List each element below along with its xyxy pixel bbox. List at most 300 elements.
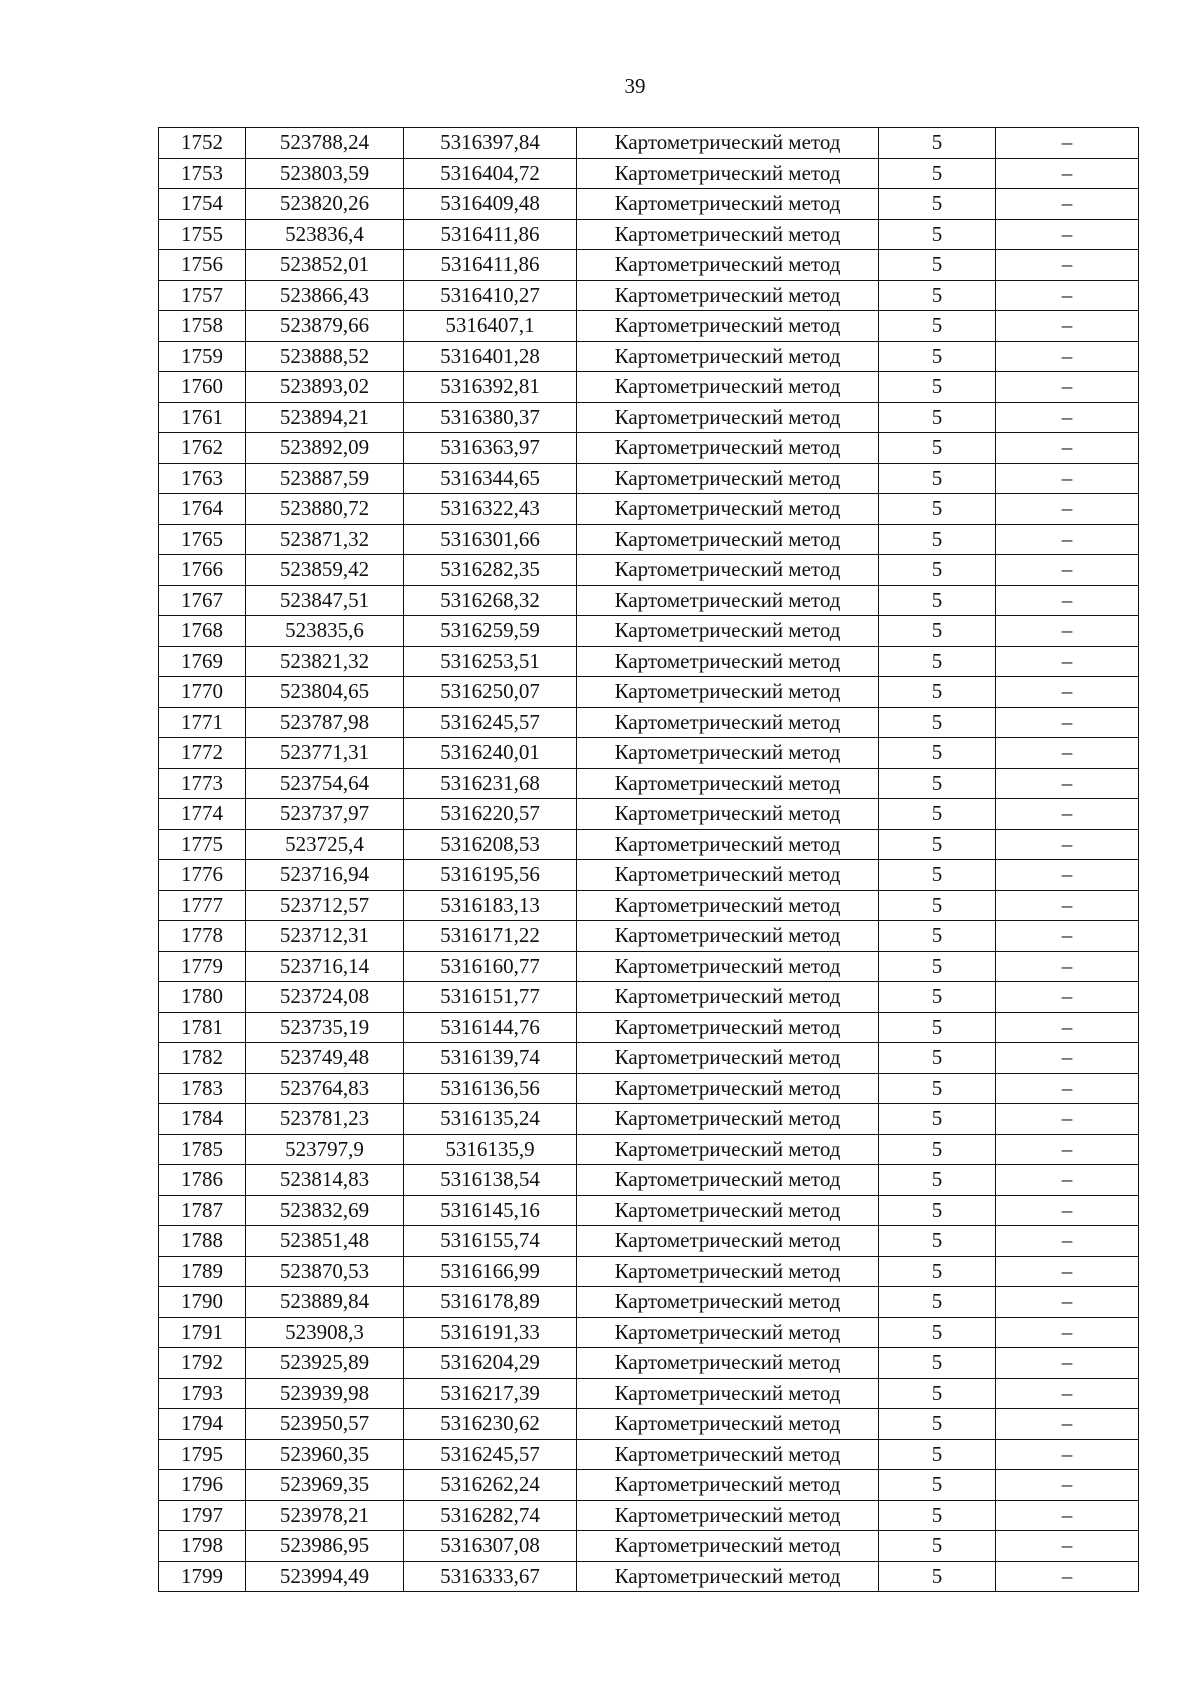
- x-coordinate-cell: 523986,95: [246, 1531, 404, 1562]
- note-cell: –: [996, 219, 1139, 250]
- point-number-cell: 1782: [159, 1043, 246, 1074]
- coordinates-table-body: [159, 128, 1139, 1592]
- x-coordinate-cell: 523712,57: [246, 890, 404, 921]
- y-coordinate-cell: 5316136,56: [404, 1073, 577, 1104]
- accuracy-cell: 5: [879, 1500, 996, 1531]
- method-cell: Картометрический метод: [577, 1104, 879, 1135]
- note-cell: –: [996, 1531, 1139, 1562]
- point-number-cell: 1799: [159, 1561, 246, 1592]
- table-row: [159, 1226, 1139, 1257]
- method-cell: Картометрический метод: [577, 1012, 879, 1043]
- note-cell: –: [996, 463, 1139, 494]
- x-coordinate-cell: 523832,69: [246, 1195, 404, 1226]
- point-number-cell: 1759: [159, 341, 246, 372]
- method-cell: Картометрический метод: [577, 982, 879, 1013]
- note-cell: –: [996, 1165, 1139, 1196]
- table-row: [159, 341, 1139, 372]
- point-number-cell: 1785: [159, 1134, 246, 1165]
- x-coordinate-cell: 523737,97: [246, 799, 404, 830]
- y-coordinate-cell: 5316409,48: [404, 189, 577, 220]
- accuracy-cell: 5: [879, 402, 996, 433]
- x-coordinate-cell: 523859,42: [246, 555, 404, 586]
- y-coordinate-cell: 5316220,57: [404, 799, 577, 830]
- y-coordinate-cell: 5316138,54: [404, 1165, 577, 1196]
- table-row: [159, 555, 1139, 586]
- method-cell: Картометрический метод: [577, 189, 879, 220]
- accuracy-cell: 5: [879, 1104, 996, 1135]
- x-coordinate-cell: 523814,83: [246, 1165, 404, 1196]
- method-cell: Картометрический метод: [577, 1348, 879, 1379]
- table-row: [159, 1195, 1139, 1226]
- accuracy-cell: 5: [879, 280, 996, 311]
- x-coordinate-cell: 523804,65: [246, 677, 404, 708]
- method-cell: Картометрический метод: [577, 463, 879, 494]
- note-cell: –: [996, 890, 1139, 921]
- note-cell: –: [996, 646, 1139, 677]
- table-row: [159, 372, 1139, 403]
- point-number-cell: 1760: [159, 372, 246, 403]
- point-number-cell: 1766: [159, 555, 246, 586]
- point-number-cell: 1761: [159, 402, 246, 433]
- accuracy-cell: 5: [879, 250, 996, 281]
- table-row: [159, 585, 1139, 616]
- y-coordinate-cell: 5316253,51: [404, 646, 577, 677]
- x-coordinate-cell: 523866,43: [246, 280, 404, 311]
- x-coordinate-cell: 523892,09: [246, 433, 404, 464]
- method-cell: Картометрический метод: [577, 1470, 879, 1501]
- table-row: [159, 311, 1139, 342]
- method-cell: Картометрический метод: [577, 1439, 879, 1470]
- accuracy-cell: 5: [879, 951, 996, 982]
- y-coordinate-cell: 5316151,77: [404, 982, 577, 1013]
- y-coordinate-cell: 5316404,72: [404, 158, 577, 189]
- y-coordinate-cell: 5316171,22: [404, 921, 577, 952]
- method-cell: Картометрический метод: [577, 585, 879, 616]
- note-cell: –: [996, 402, 1139, 433]
- table-row: [159, 128, 1139, 159]
- point-number-cell: 1756: [159, 250, 246, 281]
- note-cell: –: [996, 585, 1139, 616]
- x-coordinate-cell: 523724,08: [246, 982, 404, 1013]
- note-cell: –: [996, 280, 1139, 311]
- accuracy-cell: 5: [879, 1134, 996, 1165]
- x-coordinate-cell: 523894,21: [246, 402, 404, 433]
- y-coordinate-cell: 5316217,39: [404, 1378, 577, 1409]
- y-coordinate-cell: 5316139,74: [404, 1043, 577, 1074]
- table-row: [159, 1561, 1139, 1592]
- table-row: [159, 1165, 1139, 1196]
- point-number-cell: 1796: [159, 1470, 246, 1501]
- table-row: [159, 707, 1139, 738]
- point-number-cell: 1798: [159, 1531, 246, 1562]
- note-cell: –: [996, 677, 1139, 708]
- y-coordinate-cell: 5316407,1: [404, 311, 577, 342]
- method-cell: Картометрический метод: [577, 341, 879, 372]
- accuracy-cell: 5: [879, 219, 996, 250]
- note-cell: –: [996, 433, 1139, 464]
- y-coordinate-cell: 5316301,66: [404, 524, 577, 555]
- point-number-cell: 1776: [159, 860, 246, 891]
- accuracy-cell: 5: [879, 1409, 996, 1440]
- note-cell: –: [996, 158, 1139, 189]
- point-number-cell: 1794: [159, 1409, 246, 1440]
- note-cell: –: [996, 616, 1139, 647]
- coordinates-table: [158, 127, 1139, 1592]
- point-number-cell: 1753: [159, 158, 246, 189]
- table-row: [159, 1104, 1139, 1135]
- x-coordinate-cell: 523908,3: [246, 1317, 404, 1348]
- table-row: [159, 1439, 1139, 1470]
- x-coordinate-cell: 523889,84: [246, 1287, 404, 1318]
- point-number-cell: 1772: [159, 738, 246, 769]
- method-cell: Картометрический метод: [577, 1134, 879, 1165]
- note-cell: –: [996, 1104, 1139, 1135]
- y-coordinate-cell: 5316262,24: [404, 1470, 577, 1501]
- note-cell: –: [996, 982, 1139, 1013]
- method-cell: Картометрический метод: [577, 921, 879, 952]
- note-cell: –: [996, 1500, 1139, 1531]
- accuracy-cell: 5: [879, 372, 996, 403]
- point-number-cell: 1774: [159, 799, 246, 830]
- accuracy-cell: 5: [879, 341, 996, 372]
- x-coordinate-cell: 523712,31: [246, 921, 404, 952]
- y-coordinate-cell: 5316245,57: [404, 1439, 577, 1470]
- point-number-cell: 1791: [159, 1317, 246, 1348]
- x-coordinate-cell: 523871,32: [246, 524, 404, 555]
- point-number-cell: 1757: [159, 280, 246, 311]
- table-row: [159, 1043, 1139, 1074]
- y-coordinate-cell: 5316411,86: [404, 219, 577, 250]
- accuracy-cell: 5: [879, 1470, 996, 1501]
- method-cell: Картометрический метод: [577, 402, 879, 433]
- point-number-cell: 1763: [159, 463, 246, 494]
- note-cell: –: [996, 1256, 1139, 1287]
- x-coordinate-cell: 523969,35: [246, 1470, 404, 1501]
- method-cell: Картометрический метод: [577, 372, 879, 403]
- note-cell: –: [996, 250, 1139, 281]
- point-number-cell: 1780: [159, 982, 246, 1013]
- note-cell: –: [996, 829, 1139, 860]
- x-coordinate-cell: 523879,66: [246, 311, 404, 342]
- point-number-cell: 1779: [159, 951, 246, 982]
- y-coordinate-cell: 5316250,07: [404, 677, 577, 708]
- table-row: [159, 1470, 1139, 1501]
- note-cell: –: [996, 128, 1139, 159]
- y-coordinate-cell: 5316401,28: [404, 341, 577, 372]
- accuracy-cell: 5: [879, 1012, 996, 1043]
- y-coordinate-cell: 5316363,97: [404, 433, 577, 464]
- table-row: [159, 280, 1139, 311]
- point-number-cell: 1764: [159, 494, 246, 525]
- accuracy-cell: 5: [879, 1531, 996, 1562]
- y-coordinate-cell: 5316195,56: [404, 860, 577, 891]
- accuracy-cell: 5: [879, 982, 996, 1013]
- note-cell: –: [996, 1409, 1139, 1440]
- x-coordinate-cell: 523887,59: [246, 463, 404, 494]
- note-cell: –: [996, 524, 1139, 555]
- y-coordinate-cell: 5316240,01: [404, 738, 577, 769]
- y-coordinate-cell: 5316380,37: [404, 402, 577, 433]
- method-cell: Картометрический метод: [577, 1317, 879, 1348]
- accuracy-cell: 5: [879, 1439, 996, 1470]
- y-coordinate-cell: 5316183,13: [404, 890, 577, 921]
- note-cell: –: [996, 921, 1139, 952]
- x-coordinate-cell: 523735,19: [246, 1012, 404, 1043]
- table-row: [159, 1500, 1139, 1531]
- point-number-cell: 1795: [159, 1439, 246, 1470]
- point-number-cell: 1758: [159, 311, 246, 342]
- accuracy-cell: 5: [879, 158, 996, 189]
- accuracy-cell: 5: [879, 707, 996, 738]
- accuracy-cell: 5: [879, 1165, 996, 1196]
- table-row: [159, 158, 1139, 189]
- note-cell: –: [996, 1378, 1139, 1409]
- y-coordinate-cell: 5316231,68: [404, 768, 577, 799]
- note-cell: –: [996, 311, 1139, 342]
- method-cell: Картометрический метод: [577, 1287, 879, 1318]
- x-coordinate-cell: 523893,02: [246, 372, 404, 403]
- note-cell: –: [996, 951, 1139, 982]
- table-row: [159, 219, 1139, 250]
- point-number-cell: 1778: [159, 921, 246, 952]
- point-number-cell: 1755: [159, 219, 246, 250]
- method-cell: Картометрический метод: [577, 677, 879, 708]
- table-row: [159, 982, 1139, 1013]
- method-cell: Картометрический метод: [577, 799, 879, 830]
- note-cell: –: [996, 555, 1139, 586]
- accuracy-cell: 5: [879, 738, 996, 769]
- table-row: [159, 1073, 1139, 1104]
- note-cell: –: [996, 1561, 1139, 1592]
- y-coordinate-cell: 5316230,62: [404, 1409, 577, 1440]
- table-row: [159, 402, 1139, 433]
- x-coordinate-cell: 523880,72: [246, 494, 404, 525]
- x-coordinate-cell: 523978,21: [246, 1500, 404, 1531]
- method-cell: Картометрический метод: [577, 1195, 879, 1226]
- method-cell: Картометрический метод: [577, 1256, 879, 1287]
- point-number-cell: 1797: [159, 1500, 246, 1531]
- accuracy-cell: 5: [879, 1287, 996, 1318]
- accuracy-cell: 5: [879, 1348, 996, 1379]
- x-coordinate-cell: 523771,31: [246, 738, 404, 769]
- note-cell: –: [996, 1348, 1139, 1379]
- page-number: 39: [624, 74, 646, 98]
- method-cell: Картометрический метод: [577, 280, 879, 311]
- y-coordinate-cell: 5316268,32: [404, 585, 577, 616]
- point-number-cell: 1783: [159, 1073, 246, 1104]
- point-number-cell: 1767: [159, 585, 246, 616]
- x-coordinate-cell: 523787,98: [246, 707, 404, 738]
- x-coordinate-cell: 523820,26: [246, 189, 404, 220]
- point-number-cell: 1777: [159, 890, 246, 921]
- method-cell: Картометрический метод: [577, 311, 879, 342]
- note-cell: –: [996, 1012, 1139, 1043]
- y-coordinate-cell: 5316282,35: [404, 555, 577, 586]
- y-coordinate-cell: 5316259,59: [404, 616, 577, 647]
- accuracy-cell: 5: [879, 860, 996, 891]
- x-coordinate-cell: 523847,51: [246, 585, 404, 616]
- y-coordinate-cell: 5316344,65: [404, 463, 577, 494]
- point-number-cell: 1752: [159, 128, 246, 159]
- point-number-cell: 1786: [159, 1165, 246, 1196]
- accuracy-cell: 5: [879, 677, 996, 708]
- method-cell: Картометрический метод: [577, 829, 879, 860]
- table-row: [159, 463, 1139, 494]
- y-coordinate-cell: 5316145,16: [404, 1195, 577, 1226]
- accuracy-cell: 5: [879, 890, 996, 921]
- table-row: [159, 1317, 1139, 1348]
- method-cell: Картометрический метод: [577, 1409, 879, 1440]
- point-number-cell: 1754: [159, 189, 246, 220]
- accuracy-cell: 5: [879, 494, 996, 525]
- x-coordinate-cell: 523851,48: [246, 1226, 404, 1257]
- table-row: [159, 250, 1139, 281]
- method-cell: Картометрический метод: [577, 860, 879, 891]
- accuracy-cell: 5: [879, 829, 996, 860]
- accuracy-cell: 5: [879, 585, 996, 616]
- accuracy-cell: 5: [879, 189, 996, 220]
- y-coordinate-cell: 5316204,29: [404, 1348, 577, 1379]
- point-number-cell: 1789: [159, 1256, 246, 1287]
- x-coordinate-cell: 523716,94: [246, 860, 404, 891]
- accuracy-cell: 5: [879, 311, 996, 342]
- x-coordinate-cell: 523994,49: [246, 1561, 404, 1592]
- accuracy-cell: 5: [879, 646, 996, 677]
- point-number-cell: 1762: [159, 433, 246, 464]
- table-row: [159, 1012, 1139, 1043]
- table-row: [159, 738, 1139, 769]
- method-cell: Картометрический метод: [577, 738, 879, 769]
- point-number-cell: 1765: [159, 524, 246, 555]
- table-row: [159, 646, 1139, 677]
- point-number-cell: 1769: [159, 646, 246, 677]
- accuracy-cell: 5: [879, 1561, 996, 1592]
- table-row: [159, 890, 1139, 921]
- y-coordinate-cell: 5316397,84: [404, 128, 577, 159]
- accuracy-cell: 5: [879, 1256, 996, 1287]
- y-coordinate-cell: 5316155,74: [404, 1226, 577, 1257]
- y-coordinate-cell: 5316160,77: [404, 951, 577, 982]
- note-cell: –: [996, 189, 1139, 220]
- accuracy-cell: 5: [879, 128, 996, 159]
- table-row: [159, 768, 1139, 799]
- accuracy-cell: 5: [879, 463, 996, 494]
- point-number-cell: 1773: [159, 768, 246, 799]
- point-number-cell: 1793: [159, 1378, 246, 1409]
- note-cell: –: [996, 1470, 1139, 1501]
- method-cell: Картометрический метод: [577, 768, 879, 799]
- method-cell: Картометрический метод: [577, 1561, 879, 1592]
- method-cell: Картометрический метод: [577, 555, 879, 586]
- method-cell: Картометрический метод: [577, 128, 879, 159]
- x-coordinate-cell: 523950,57: [246, 1409, 404, 1440]
- y-coordinate-cell: 5316178,89: [404, 1287, 577, 1318]
- table-row: [159, 433, 1139, 464]
- table-row: [159, 1348, 1139, 1379]
- note-cell: –: [996, 1439, 1139, 1470]
- x-coordinate-cell: 523960,35: [246, 1439, 404, 1470]
- point-number-cell: 1792: [159, 1348, 246, 1379]
- y-coordinate-cell: 5316166,99: [404, 1256, 577, 1287]
- x-coordinate-cell: 523749,48: [246, 1043, 404, 1074]
- y-coordinate-cell: 5316245,57: [404, 707, 577, 738]
- table-row: [159, 860, 1139, 891]
- note-cell: –: [996, 1226, 1139, 1257]
- table-row: [159, 1287, 1139, 1318]
- x-coordinate-cell: 523754,64: [246, 768, 404, 799]
- table-row: [159, 494, 1139, 525]
- x-coordinate-cell: 523797,9: [246, 1134, 404, 1165]
- y-coordinate-cell: 5316191,33: [404, 1317, 577, 1348]
- accuracy-cell: 5: [879, 433, 996, 464]
- y-coordinate-cell: 5316322,43: [404, 494, 577, 525]
- x-coordinate-cell: 523781,23: [246, 1104, 404, 1135]
- accuracy-cell: 5: [879, 524, 996, 555]
- table-row: [159, 1409, 1139, 1440]
- x-coordinate-cell: 523725,4: [246, 829, 404, 860]
- method-cell: Картометрический метод: [577, 158, 879, 189]
- point-number-cell: 1787: [159, 1195, 246, 1226]
- table-row: [159, 189, 1139, 220]
- note-cell: –: [996, 341, 1139, 372]
- x-coordinate-cell: 523852,01: [246, 250, 404, 281]
- accuracy-cell: 5: [879, 799, 996, 830]
- table-row: [159, 524, 1139, 555]
- table-row: [159, 1134, 1139, 1165]
- point-number-cell: 1788: [159, 1226, 246, 1257]
- point-number-cell: 1790: [159, 1287, 246, 1318]
- x-coordinate-cell: 523888,52: [246, 341, 404, 372]
- y-coordinate-cell: 5316135,24: [404, 1104, 577, 1135]
- method-cell: Картометрический метод: [577, 433, 879, 464]
- method-cell: Картометрический метод: [577, 1378, 879, 1409]
- point-number-cell: 1784: [159, 1104, 246, 1135]
- table-row: [159, 677, 1139, 708]
- accuracy-cell: 5: [879, 1043, 996, 1074]
- method-cell: Картометрический метод: [577, 219, 879, 250]
- method-cell: Картометрический метод: [577, 1226, 879, 1257]
- accuracy-cell: 5: [879, 768, 996, 799]
- method-cell: Картометрический метод: [577, 524, 879, 555]
- table-row: [159, 1378, 1139, 1409]
- accuracy-cell: 5: [879, 1226, 996, 1257]
- method-cell: Картометрический метод: [577, 250, 879, 281]
- accuracy-cell: 5: [879, 555, 996, 586]
- accuracy-cell: 5: [879, 1317, 996, 1348]
- method-cell: Картометрический метод: [577, 1043, 879, 1074]
- table-row: [159, 951, 1139, 982]
- accuracy-cell: 5: [879, 1073, 996, 1104]
- accuracy-cell: 5: [879, 616, 996, 647]
- point-number-cell: 1770: [159, 677, 246, 708]
- note-cell: –: [996, 799, 1139, 830]
- method-cell: Картометрический метод: [577, 1165, 879, 1196]
- note-cell: –: [996, 1287, 1139, 1318]
- x-coordinate-cell: 523939,98: [246, 1378, 404, 1409]
- table-row: [159, 829, 1139, 860]
- y-coordinate-cell: 5316392,81: [404, 372, 577, 403]
- note-cell: –: [996, 372, 1139, 403]
- table-row: [159, 1531, 1139, 1562]
- y-coordinate-cell: 5316144,76: [404, 1012, 577, 1043]
- method-cell: Картометрический метод: [577, 1500, 879, 1531]
- x-coordinate-cell: 523803,59: [246, 158, 404, 189]
- x-coordinate-cell: 523836,4: [246, 219, 404, 250]
- accuracy-cell: 5: [879, 1195, 996, 1226]
- y-coordinate-cell: 5316208,53: [404, 829, 577, 860]
- point-number-cell: 1781: [159, 1012, 246, 1043]
- note-cell: –: [996, 494, 1139, 525]
